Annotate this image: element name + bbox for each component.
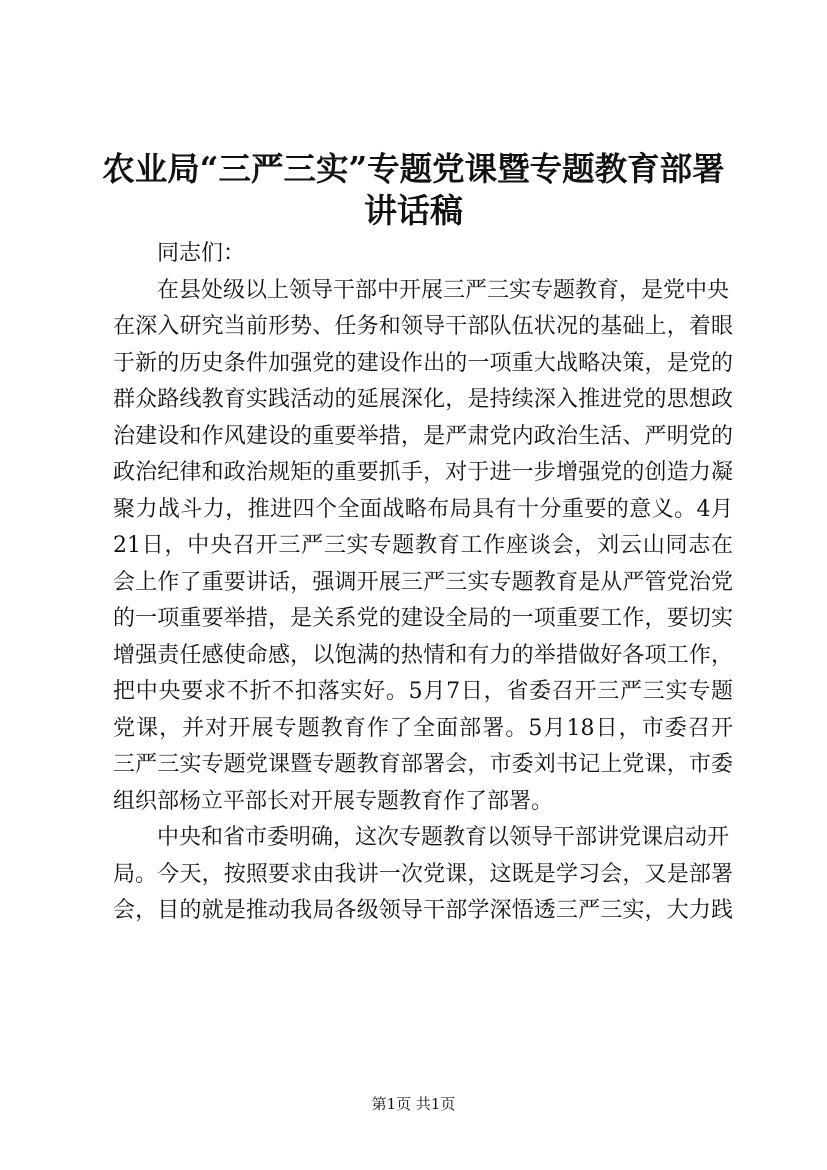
paragraph-line: 聚力战斗力，推进四个全面战略布局具有十分重要的意义。4月 [113, 496, 733, 522]
paragraph-line: 三严三实专题党课暨专题教育部署会，市委刘书记上党课，市委 [113, 752, 733, 777]
document-body [113, 236, 733, 930]
paragraph-line: 局。今天，按照要求由我讲一次党课，这既是学习会，又是部署 [113, 861, 733, 887]
paragraph-line: 党课，并对开展专题教育作了全面部署。5月18日，市委召开 [113, 715, 733, 741]
paragraph-line: 于新的历史条件加强党的建设作出的一项重大战略决策，是党的 [113, 350, 733, 376]
paragraph-line: 会，目的就是推动我局各级领导干部学深悟透三严三实，大力践 [113, 898, 733, 923]
paragraph-line: 中央和省市委明确，这次专题教育以领导干部讲党课启动开 [157, 825, 730, 850]
paragraph-line: 的一项重要举措，是关系党的建设全局的一项重要工作，要切实 [113, 606, 733, 631]
page-footer: 第1页 共1页 [371, 1095, 456, 1113]
paragraph-line: 治建设和作风建设的重要举措，是严肃党内政治生活、严明党的 [113, 423, 733, 449]
paragraph-line: 21日，中央召开三严三实专题教育工作座谈会，刘云山同志在 [113, 533, 733, 558]
paragraph-line: 政治纪律和政治规矩的重要抓手，对于进一步增强党的创造力凝 [113, 460, 733, 485]
paragraph-line: 在县处级以上领导干部中开展三严三实专题教育，是党中央 [157, 277, 730, 303]
paragraph-line: 群众路线教育实践活动的延展深化，是持续深入推进党的思想政 [113, 387, 733, 412]
paragraph-line: 在深入研究当前形势、任务和领导干部队伍状况的基础上，着眼 [113, 314, 733, 339]
salutation: 同志们： [157, 241, 246, 266]
document-title-line-2: 讲话稿 [364, 191, 463, 230]
paragraph-line: 增强责任感使命感，以饱满的热情和有力的举措做好各项工作， [113, 642, 733, 668]
paragraph-line: 把中央要求不折不扣落实好。5月7日，省委召开三严三实专题 [113, 679, 733, 704]
paragraph-line: 会上作了重要讲话，强调开展三严三实专题教育是从严管党治党 [113, 569, 733, 595]
document-title-line-1: 农业局“三严三实”专题党课暨专题教育部署 [102, 149, 725, 188]
paragraph-line: 组织部杨立平部长对开展专题教育作了部署。 [113, 788, 554, 814]
